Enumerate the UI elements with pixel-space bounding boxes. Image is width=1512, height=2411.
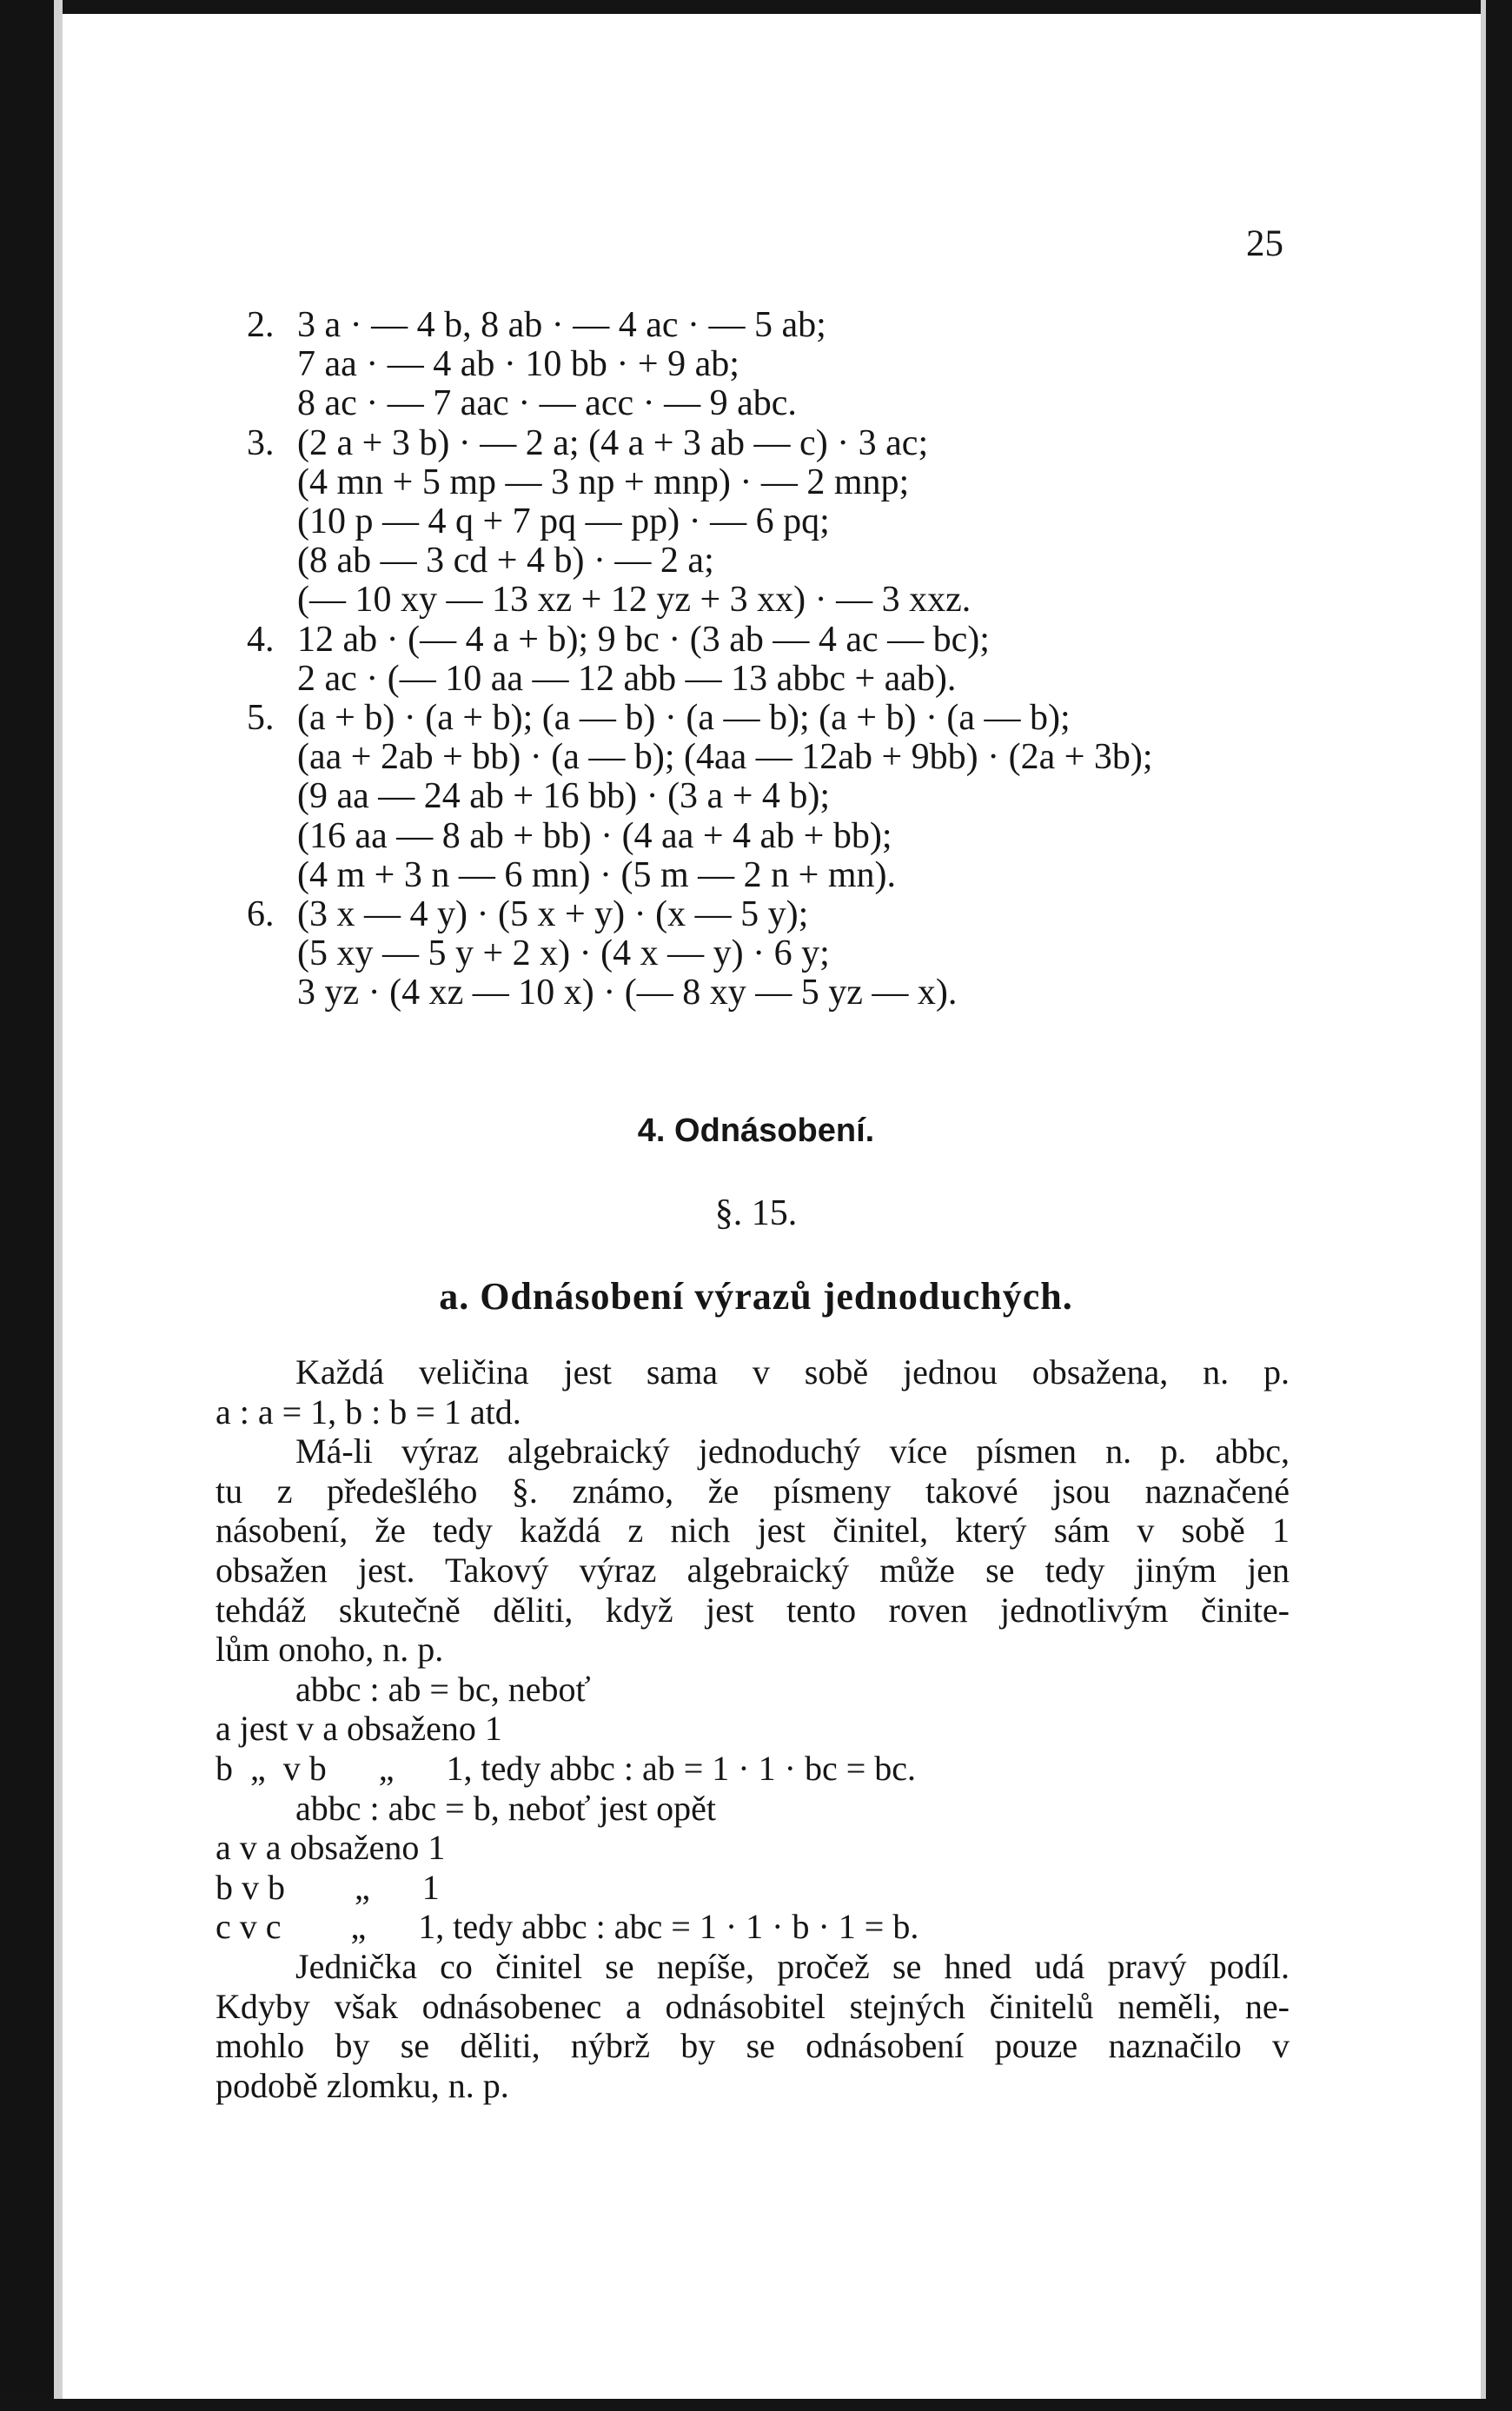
exercise-line: (4 mn + 5 mp — 3 np + mnp) · — 2 mnp; <box>297 462 910 502</box>
paragraph-line: Má-li výraz algebraický jednoduchý více písmen n. p. abbc, <box>295 1431 1290 1471</box>
paragraph-line: tu z předešlého §. známo, že písmeny takové jsou naznačené <box>216 1471 1290 1511</box>
exercise-line: 2 ac · (— 10 aa — 12 abb — 13 abbc + aab). <box>297 658 957 699</box>
exercise-line: 5. (a + b) · (a + b); (a — b) · (a — b); (a + b) · (a — b); <box>247 698 1071 739</box>
subsection-title: a. Odnásobení výrazů jednoduchých. <box>439 1275 1073 1318</box>
paragraph-line: podobě zlomku, n. p. <box>216 2065 509 2105</box>
equation-line: abbc : abc = b, neboť jest opět <box>295 1788 716 1828</box>
paragraph-line: tehdáž skutečně děliti, když jest tento roven jednotlivým činite- <box>216 1590 1290 1630</box>
scan-edge-top <box>0 0 1512 14</box>
paragraph-line: a : a = 1, b : b = 1 atd. <box>216 1391 521 1431</box>
exercise-number: 3. <box>247 422 275 463</box>
exercise-line: (10 p — 4 q + 7 pq — pp) · — 6 pq; <box>297 501 830 542</box>
exercise-line: 7 aa · — 4 ab · 10 bb · + 9 ab; <box>297 344 739 385</box>
exercise-number: 5. <box>247 698 275 739</box>
exercise-number: 2. <box>247 305 275 345</box>
exercise-number: 4. <box>247 619 275 660</box>
equation-line: b v b „ 1 <box>216 1867 440 1907</box>
page-number: 25 <box>1246 223 1283 264</box>
equation-line: abbc : ab = bc, neboť <box>295 1669 591 1709</box>
paragraph-line: Jednička co činitel se nepíše, pročež se hned udá pravý podíl. <box>295 1946 1290 1986</box>
equation-line: a v a obsaženo 1 <box>216 1828 446 1868</box>
paragraph-line: mohlo by se děliti, nýbrž by se odnásobení pouze naznačilo v <box>216 2026 1290 2066</box>
exercise-line: (16 aa — 8 ab + bb) · (4 aa + 4 ab + bb); <box>297 815 892 856</box>
body-text <box>216 1352 1290 2105</box>
exercise-line: 2. 3 a · — 4 b, 8 ab · — 4 ac · — 5 ab; <box>247 305 826 345</box>
exercise-line: (9 aa — 24 ab + 16 bb) · (3 a + 4 b); <box>297 776 831 817</box>
equation-line: b „ v b „ 1, tedy abbc : ab = 1 · 1 · bc = bc. <box>216 1748 917 1788</box>
paragraph-mark: §. 15. <box>714 1193 798 1233</box>
section-title: 4. Odnásobení. <box>637 1113 875 1149</box>
equation-line: a jest v a obsaženo 1 <box>216 1709 502 1749</box>
exercise-line: (8 ab — 3 cd + 4 b) · — 2 a; <box>297 541 714 581</box>
exercise-line: (aa + 2ab + bb) · (a — b); (4aa — 12ab + 9bb) · (2a + 3b); <box>297 737 1153 778</box>
exercise-line: 8 ac · — 7 aac · — acc · — 9 abc. <box>297 383 797 424</box>
exercise-line: 3. (2 a + 3 b) · — 2 a; (4 a + 3 ab — c) · 3 ac; <box>247 422 929 463</box>
exercise-number: 6. <box>247 894 275 935</box>
exercise-list <box>247 306 1324 1013</box>
exercise-line: (— 10 xy — 13 xz + 12 yz + 3 xx) · — 3 xxz. <box>297 580 972 621</box>
exercise-line: 3 yz · (4 xz — 10 x) · (— 8 xy — 5 yz — x). <box>297 973 958 1013</box>
exercise-line: 4. 12 ab · (— 4 a + b); 9 bc · (3 ab — 4 ac — bc); <box>247 619 990 660</box>
paragraph-line: Kdyby však odnásobenec a odnásobitel stejných činitelů neměli, ne- <box>216 1986 1290 2026</box>
exercise-line: 6. (3 x — 4 y) · (5 x + y) · (x — 5 y); <box>247 894 809 935</box>
exercise-line: (4 m + 3 n — 6 mn) · (5 m — 2 n + mn). <box>297 854 896 895</box>
paragraph-line: násobení, že tedy každá z nich jest činitel, který sám v sobě 1 <box>216 1511 1290 1551</box>
exercise-line: (5 xy — 5 y + 2 x) · (4 x — y) · 6 y; <box>297 933 830 974</box>
paragraph-line: lům onoho, n. p. <box>216 1630 444 1670</box>
equation-line: c v c „ 1, tedy abbc : abc = 1 · 1 · b · 1 = b. <box>216 1907 919 1947</box>
scan-edge-bottom <box>0 2399 1512 2411</box>
paragraph-line: obsažen jest. Takový výraz algebraický může se tedy jiným jen <box>216 1550 1290 1590</box>
paragraph-line: Každá veličina jest sama v sobě jednou obsažena, n. p. <box>295 1352 1290 1391</box>
